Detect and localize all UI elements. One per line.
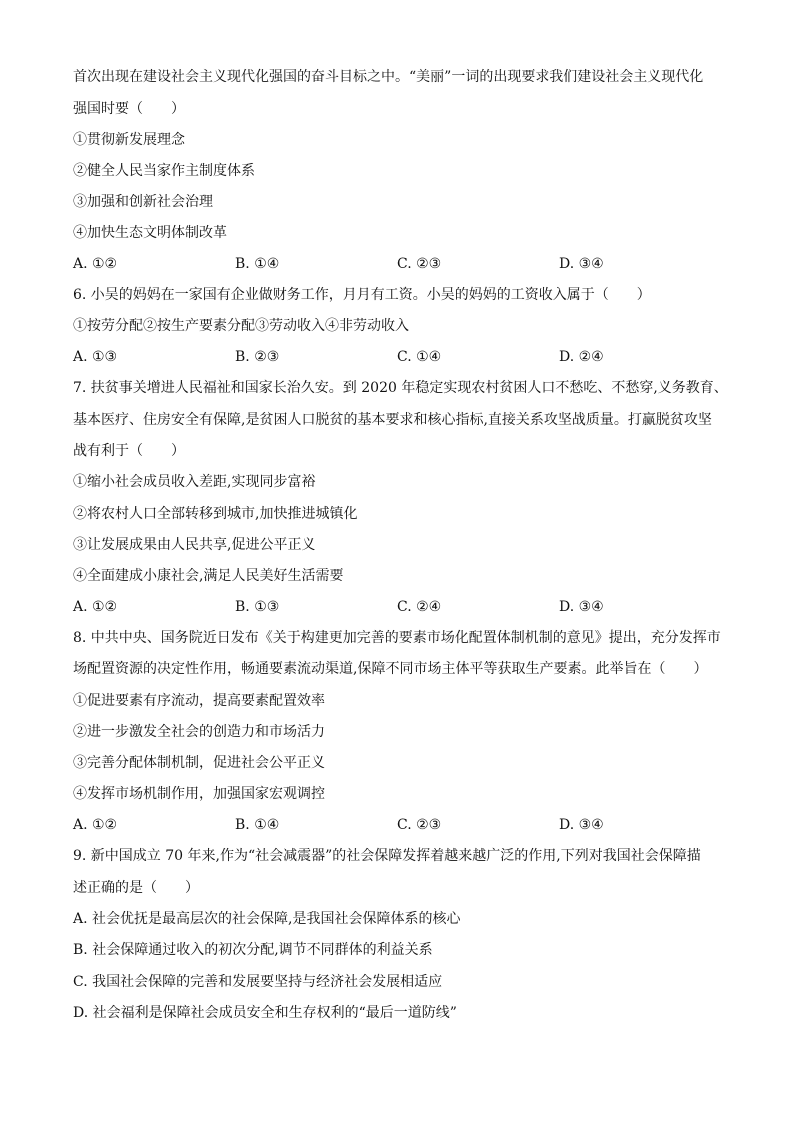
q8-item-2: ②进一步激发全社会的创造力和市场活力 <box>73 724 325 740</box>
q5-option-c[interactable]: C. ②③ <box>397 256 442 272</box>
q5-item-4: ④加快生态文明体制改革 <box>73 225 227 241</box>
q8-item-3: ③完善分配体制机制，促进社会公平正义 <box>73 755 325 771</box>
q7-item-2: ②将农村人口全部转移到城市,加快推进城镇化 <box>73 506 358 522</box>
q7-stem-line-1: 7. 扶贫事关增进人民福祉和国家长治久安。到 2020 年稳定实现农村贫困人口不愁吃、不愁穿,义务教育、 <box>73 380 728 396</box>
q9-option-d[interactable]: D. 社会福利是保障社会成员安全和生存权利的“最后一道防线” <box>73 1005 457 1021</box>
q8-stem-line-1: 8. 中共中央、国务院近日发布《关于构建更加完善的要素市场化配置体制机制的意见》提出，充分发挥市 <box>73 630 721 646</box>
q8-item-4: ④发挥市场机制作用，加强国家宏观调控 <box>73 786 325 802</box>
q6-stem-line-1: 6. 小吴的妈妈在一家国有企业做财务工作，月月有工资。小吴的妈妈的工资收入属于（ ） <box>73 287 651 303</box>
q6-option-a[interactable]: A. ①③ <box>73 349 118 365</box>
q8-item-1: ①促进要素有序流动，提高要素配置效率 <box>73 693 325 709</box>
q5-item-3: ③加强和创新社会治理 <box>73 194 213 210</box>
q6-options <box>73 348 723 366</box>
q7-item-4: ④全面建成小康社会,满足人民美好生活需要 <box>73 568 344 584</box>
q9-stem-line-2: 述正确的是（ ） <box>73 880 199 896</box>
q7-item-1: ①缩小社会成员收入差距,实现同步富裕 <box>73 474 316 490</box>
q7-option-c[interactable]: C. ②④ <box>397 599 442 615</box>
q5-item-1: ①贯彻新发展理念 <box>73 132 185 148</box>
q8-option-d[interactable]: D. ③④ <box>559 817 604 833</box>
q8-option-c[interactable]: C. ②③ <box>397 817 442 833</box>
q7-option-a[interactable]: A. ①② <box>73 599 118 615</box>
q6-option-b[interactable]: B. ②③ <box>235 349 280 365</box>
q7-option-d[interactable]: D. ③④ <box>559 599 604 615</box>
q8-options <box>73 816 723 834</box>
q5-options <box>73 255 723 273</box>
q9-option-b[interactable]: B. 社会保障通过收入的初次分配,调节不同群体的利益关系 <box>73 942 433 958</box>
q5-item-2: ②健全人民当家作主制度体系 <box>73 163 255 179</box>
q9-option-c[interactable]: C. 我国社会保障的完善和发展要坚持与经济社会发展相适应 <box>73 974 443 990</box>
q6-option-d[interactable]: D. ②④ <box>559 349 604 365</box>
q6-option-c[interactable]: C. ①④ <box>397 349 442 365</box>
q7-option-b[interactable]: B. ①③ <box>235 599 280 615</box>
q7-options <box>73 598 723 616</box>
q7-stem-line-3: 战有利于（ ） <box>73 443 185 459</box>
q9-stem-line-1: 9. 新中国成立 70 年来,作为“社会减震器”的社会保障发挥着越来越广泛的作用,下列对我国社会保障描 <box>73 848 701 864</box>
q5-option-a[interactable]: A. ①② <box>73 256 118 272</box>
q5-stem-line-2: 强国时要（ ） <box>73 101 185 117</box>
q7-item-3: ③让发展成果由人民共享,促进公平正义 <box>73 537 316 553</box>
q5-option-b[interactable]: B. ①④ <box>235 256 280 272</box>
q5-option-d[interactable]: D. ③④ <box>559 256 604 272</box>
q5-stem-line-1: 首次出现在建设社会主义现代化强国的奋斗目标之中。“美丽”一词的出现要求我们建设社会主义现代化 <box>73 69 704 85</box>
q8-option-a[interactable]: A. ①② <box>73 817 118 833</box>
q8-stem-line-2: 场配置资源的决定性作用，畅通要素流动渠道,保障不同市场主体平等获取生产要素。此举旨在（ ） <box>73 661 708 677</box>
q8-option-b[interactable]: B. ①④ <box>235 817 280 833</box>
q6-items: ①按劳分配②按生产要素分配③劳动收入④非劳动收入 <box>73 318 409 334</box>
q7-stem-line-2: 基本医疗、住房安全有保障,是贫困人口脱贫的基本要求和核心指标,直接关系攻坚战质量。打赢脱贫攻坚 <box>73 412 712 428</box>
q9-option-a[interactable]: A. 社会优抚是最高层次的社会保障,是我国社会保障体系的核心 <box>73 911 461 927</box>
